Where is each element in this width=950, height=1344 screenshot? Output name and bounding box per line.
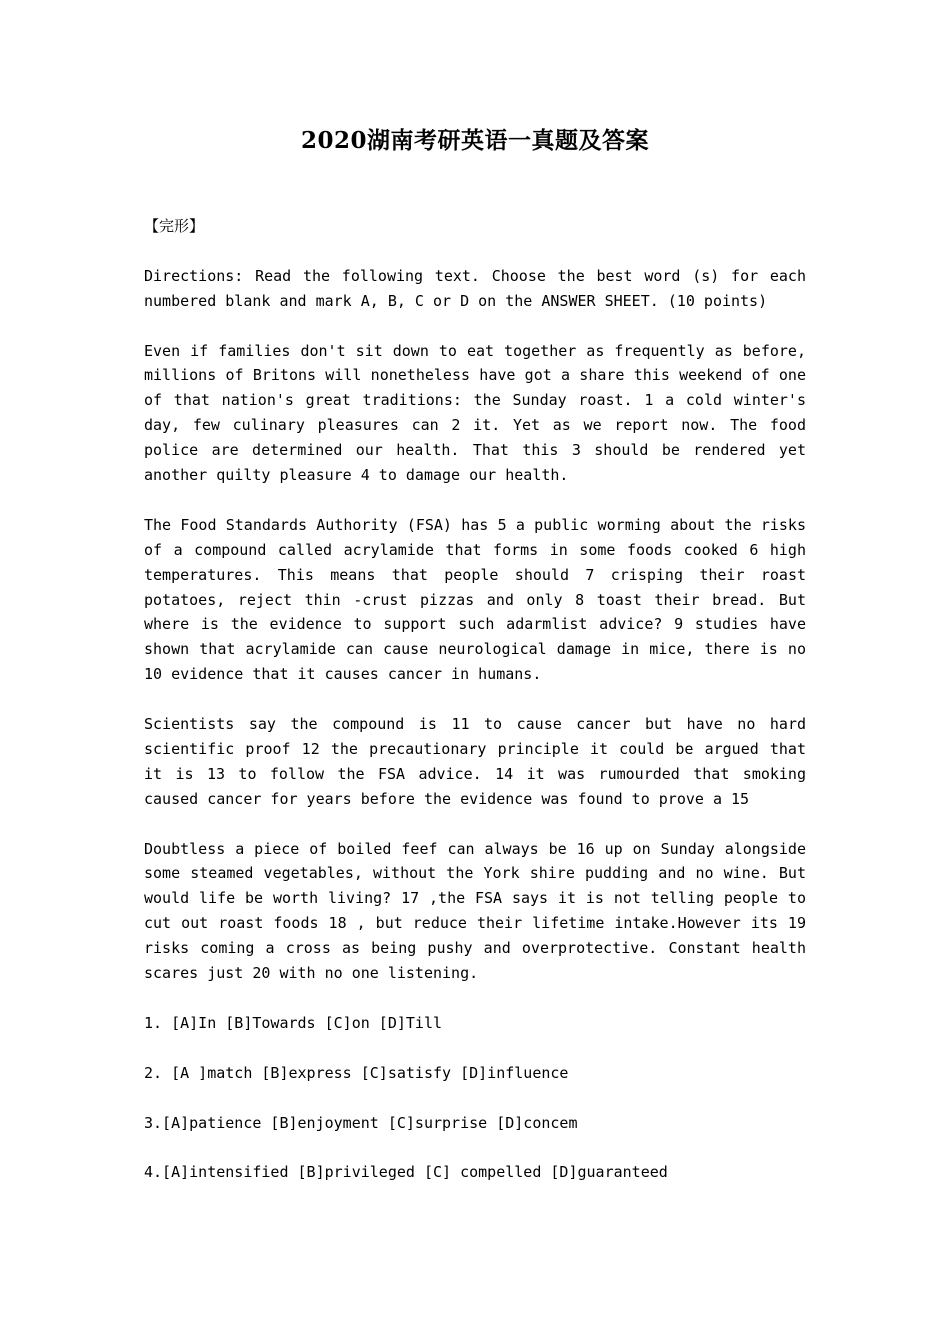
question-item-3: 3.[A]patience [B]enjoyment [C]surprise [D]concem — [144, 1113, 578, 1132]
question-item-1: 1. [A]In [B]Towards [C]on [D]Till — [144, 1013, 443, 1032]
directions-text: Directions: Read the following text. Choose the best word (s) for each numbered blank and mark A, B, C or D on the ANSWER SHEET. (10 points) — [144, 266, 806, 310]
document-title: 2020湖南考研英语一真题及答案 — [300, 127, 649, 154]
passage-paragraph-3: Scientists say the compound is 11 to cause cancer but have no hard scientific proof 12 the precautionary principle it could be argued that it is 13 to follow the FSA advice. 14 it was rumourded that smoking caused cancer for years before the evidence was found to prove a 15 — [144, 715, 806, 808]
question-item-2: 2. [A ]match [B]express [C]satisfy [D]influence — [144, 1063, 569, 1082]
passage-paragraph-2: The Food Standards Authority (FSA) has 5 a public worming about the risks of a compound called acrylamide that forms in some foods cooked 6 high temperatures. This means that people should 7 crisping their roast potatoes, reject thin -crust pizzas and only 8 toast their bread. But where is the evidence to support such adarmlist advice? 9 studies have shown that acrylamide can cause neurological damage in mice, there is no 10 evidence that it causes cancer in humans. — [144, 515, 806, 684]
passage-paragraph-1: Even if families don't sit down to eat together as frequently as before, millions of Britons will nonetheless have got a share this weekend of one of that nation's great traditions: the Sunday roast. 1 a cold winter's day, few culinary pleasures can 2 it. Yet as we report now. The food police are determined our health. That this 3 should be rendered yet another quilty pleasure 4 to damage our health. — [144, 341, 806, 485]
document-body — [144, 214, 806, 1210]
passage-paragraph-4: Doubtless a piece of boiled feef can always be 16 up on Sunday alongside some steamed vegetables, without the York shire pudding and no wine. But would life be worth living? 17 ,the FSA says it is not telling people to cut out roast foods 18 , but reduce their lifetime intake.However its 19 risks coming a cross as being pushy and overprotective. Constant health scares just 20 with no one listening. — [144, 839, 806, 983]
question-item-4: 4.[A]intensified [B]privileged [C] compelled [D]guaranteed — [144, 1163, 668, 1182]
section-label: 【完形】 — [144, 217, 205, 235]
